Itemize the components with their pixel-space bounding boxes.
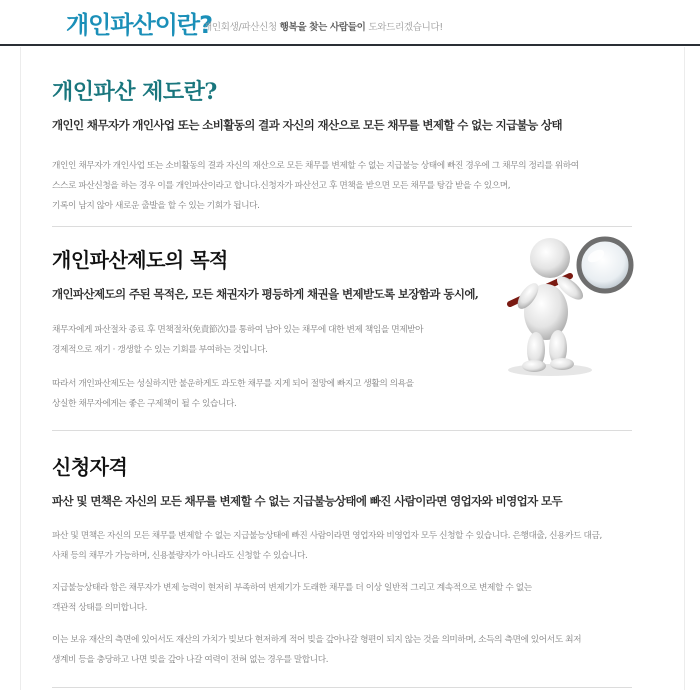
tagline-suffix: 도와드리겠습니다! — [368, 22, 443, 33]
section-divider — [52, 687, 632, 688]
section-title: 개인파산 제도란? — [52, 79, 217, 105]
section-body — [52, 526, 632, 670]
paragraph-line: 스스로 파산신청을 하는 경우 이를 개인파산이라고 합니다.신청자가 파산선고 후 면책을 받으면 모든 채무를 탕감 받을 수 있으며, — [52, 181, 511, 191]
section-definition — [52, 75, 632, 216]
section-subtitle: 파산 및 면책은 자신의 모든 채무를 변제할 수 없는 지급불능상태에 빠진 사람이라면 영업자와 비영업자 모두 — [52, 494, 563, 508]
page-header — [0, 0, 700, 46]
paragraph-line: 따라서 개인파산제도는 성실하지만 불운하게도 과도한 채무를 지게 되어 절망에 빠지고 생활의 의욕을 — [52, 379, 414, 389]
header-tagline — [203, 19, 443, 33]
section-divider — [52, 430, 632, 431]
section-eligibility — [52, 451, 632, 670]
paragraph-line: 지급불능상태라 함은 채무자가 변제 능력이 현저히 부족하여 변제기가 도래한 채무를 더 이상 일반적 그리고 계속적으로 변제할 수 없는 — [52, 583, 532, 593]
magnifying-glass-figure-illustration — [488, 220, 638, 380]
paragraph-line: 파산 및 면책은 자신의 모든 채무를 변제할 수 없는 지급불능상태에 빠진 사람이라면 영업자와 비영업자 모두 신청할 수 있습니다. 은행대출, 신용카드 대금, — [52, 531, 602, 541]
paragraph-line: 상실한 채무자에게는 좋은 구제책이 될 수 있습니다. — [52, 399, 237, 409]
section-body — [52, 156, 632, 216]
paragraph-line: 사채 등의 채무가 가능하며, 신용불량자가 아니라도 신청할 수 있습니다. — [52, 551, 308, 561]
tagline-bold: 행복을 찾는 사람들이 — [279, 22, 366, 33]
paragraph-line: 이는 보유 재산의 측면에 있어서도 재산의 가치가 빚보다 현저하게 적어 빚을 갚아나갈 형편이 되지 않는 것을 의미하며, 소득의 측면에 있어서도 최저 — [52, 635, 582, 645]
paragraph-line: 경제적으로 재기 · 갱생할 수 있는 기회를 부여하는 것입니다. — [52, 345, 268, 355]
section-subtitle: 개인파산제도의 주된 목적은, 모든 채권자가 평등하게 채권을 변제받도록 보장함과 동시에, — [52, 287, 479, 301]
section-title: 신청자격 — [52, 455, 128, 479]
paragraph-line: 생계비 등을 충당하고 나면 빚을 갚아 나갈 여력이 전혀 없는 경우를 말합니다. — [52, 655, 329, 665]
paragraph-line: 개인인 채무자가 개인사업 또는 소비활동의 결과 자신의 재산으로 모든 채무를 변제할 수 없는 지급불능 상태에 빠진 경우에 그 채무의 정리를 위하여 — [52, 161, 579, 171]
section-title: 개인파산제도의 목적 — [52, 248, 228, 272]
tagline-prefix: 개인회생/파산신청 — [203, 22, 277, 33]
section-subtitle: 개인인 채무자가 개인사업 또는 소비활동의 결과 자신의 재산으로 모든 채무를 변제할 수 없는 지급불능 상태 — [52, 118, 563, 132]
paragraph-line: 채무자에게 파산절차 종료 후 면책절차(免責節次)를 통하여 남아 있는 채무에 대한 변제 책임을 면제받아 — [52, 325, 424, 335]
paragraph-line: 객관적 상태를 의미합니다. — [52, 603, 147, 613]
page-title: 개인파산이란? — [66, 11, 213, 39]
paragraph-line: 기록이 남지 않아 새로운 출발을 할 수 있는 기회가 됩니다. — [52, 201, 260, 211]
